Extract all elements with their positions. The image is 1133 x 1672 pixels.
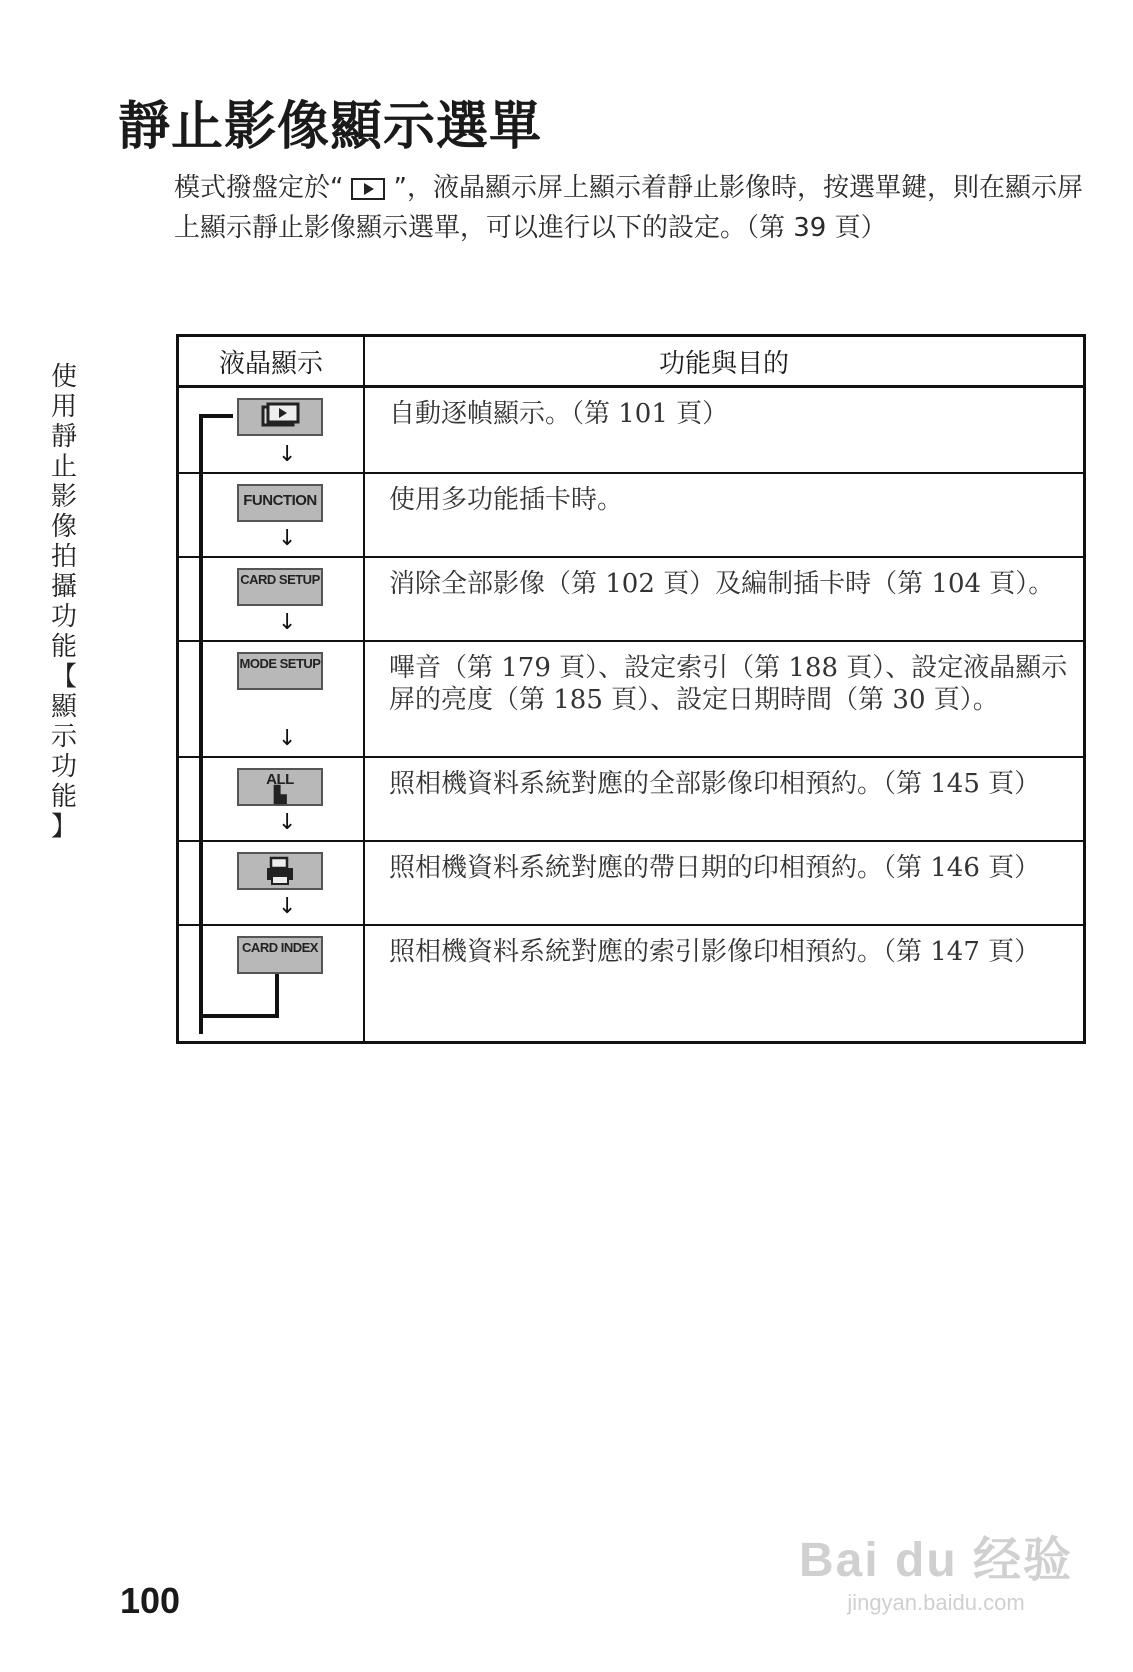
menu-table [176, 334, 1086, 1044]
icon-cell [178, 925, 365, 1043]
function-icon: FUNCTION [237, 484, 323, 522]
print-all-icon [237, 768, 323, 806]
header-function-purpose: 功能與目的 [364, 336, 1085, 387]
side-label-char: 【 [50, 662, 77, 692]
icon-cell [178, 387, 365, 473]
icon-cell [178, 557, 365, 641]
arrow-down-icon: ↓ [278, 725, 297, 751]
side-label-char: 示 [50, 722, 77, 752]
icon-cell [178, 841, 365, 925]
intro-text-end: ”，液晶顯示屏上顯示着靜止影像時，按選單鍵，則在顯示屏上顯示靜止影像顯示選單，可以進行以下的設定。（第 39 頁） [174, 173, 1083, 243]
side-label-char: 像 [50, 512, 77, 542]
table-row [178, 473, 1085, 557]
print-date-icon [237, 852, 323, 890]
side-label-char: 功 [50, 752, 77, 782]
side-label-char: 拍 [50, 542, 77, 572]
arrow-down-icon: ↓ [278, 893, 297, 919]
mode-setup-icon: MODE SETUP [237, 652, 323, 690]
side-label-char: 止 [50, 452, 77, 482]
side-label-char: 功 [50, 602, 77, 632]
row-description: 嗶音（第 179 頁）、設定索引（第 188 頁）、設定液晶顯示屏的亮度（第 185 頁）、設定日期時間（第 30 頁）。 [364, 641, 1085, 757]
printer-icon: ▙ [274, 786, 286, 804]
row-description: 照相機資料系統對應的帶日期的印相預約。（第 146 頁） [364, 841, 1085, 925]
side-label-char: 顯 [50, 692, 77, 722]
page-title: 靜止影像顯示選單 [118, 97, 543, 157]
side-label-char: 靜 [50, 422, 77, 452]
header-lcd-display: 液晶顯示 [178, 336, 365, 387]
side-section-label [48, 362, 80, 842]
arrow-down-icon: ↓ [278, 809, 297, 835]
card-index-icon: CARD INDEX [237, 936, 323, 974]
icon-cell [178, 641, 365, 757]
card-setup-icon: CARD SETUP [237, 568, 323, 606]
watermark-url: jingyan.baidu.com [847, 1590, 1025, 1615]
baidu-watermark [799, 1521, 1073, 1616]
table-row [178, 641, 1085, 757]
icon-cell [178, 473, 365, 557]
loop-line-bottom [199, 1014, 279, 1018]
arrow-down-icon: ↓ [278, 609, 297, 635]
row-description: 照相機資料系統對應的全部影像印相預約。（第 145 頁） [364, 757, 1085, 841]
table-row [178, 757, 1085, 841]
row-description: 消除全部影像（第 102 頁）及編制插卡時（第 104 頁）。 [364, 557, 1085, 641]
loop-line-right [275, 974, 279, 1018]
row-description: 照相機資料系統對應的索引影像印相預約。（第 147 頁） [364, 925, 1085, 1043]
intro-paragraph [174, 168, 1094, 248]
table-row [178, 841, 1085, 925]
page-number: 100 [120, 1580, 181, 1621]
side-label-char: 】 [50, 812, 77, 842]
side-label-char: 用 [50, 392, 77, 422]
side-label-char: 影 [50, 482, 77, 512]
side-label-char: 使 [50, 362, 77, 392]
table-row [178, 925, 1085, 1043]
side-label-char: 能 [50, 782, 77, 812]
arrow-down-icon: ↓ [278, 525, 297, 551]
side-label-char: 攝 [50, 572, 77, 602]
side-label-char: 能 [50, 632, 77, 662]
row-description: 自動逐幀顯示。（第 101 頁） [364, 387, 1085, 473]
icon-cell [178, 757, 365, 841]
print-all-label: ALL [266, 770, 294, 788]
table-row [178, 387, 1085, 473]
table-row [178, 557, 1085, 641]
row-description: 使用多功能插卡時。 [364, 473, 1085, 557]
watermark-logo: Bai du 经验 [798, 1534, 1073, 1587]
arrow-down-icon: ↓ [278, 441, 297, 467]
loop-line-top [199, 414, 233, 418]
play-mode-icon [351, 178, 385, 200]
table-header-row [178, 336, 1085, 387]
intro-text-start: 模式撥盤定於“ [174, 173, 344, 203]
play-screen-icon [237, 398, 323, 436]
